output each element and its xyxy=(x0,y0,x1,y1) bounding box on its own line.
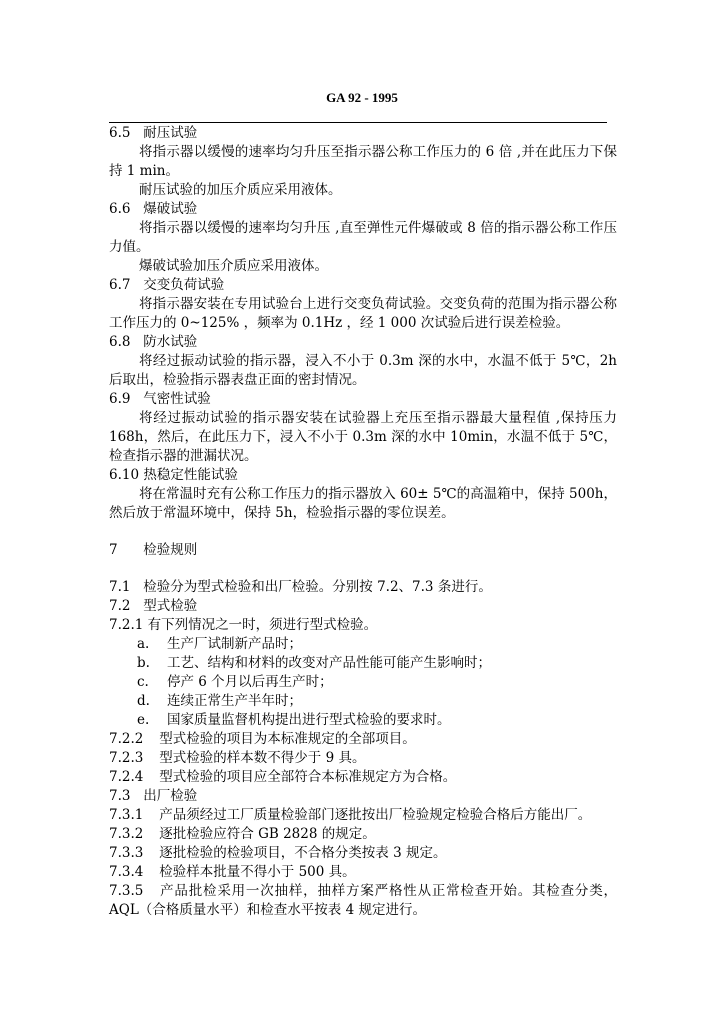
clause-text: 检验分为型式检验和出厂检验。分别按 7.2、7.3 条进行。 xyxy=(143,579,492,595)
clause-line xyxy=(109,730,617,749)
list-label: a. xyxy=(137,636,150,652)
list-text: 国家质量监督机构提出进行型式检验的要求时。 xyxy=(167,712,451,728)
clause-heading xyxy=(109,333,617,352)
clause-title: 防水试验 xyxy=(143,334,198,350)
list-text: 工艺、结构和材料的改变对产品性能可能产生影响时； xyxy=(167,655,491,671)
clause-paragraph: 将经过振动试验的指示器安装在试验器上充压至指示器最大量程值 ,保持压力 168h，然后，在此压力下，浸入不小于 0.3m 深的水中 10min，水温不低于 5℃，检查指示器的泄漏状况。 xyxy=(109,410,617,464)
document-body xyxy=(109,124,617,920)
clause-number: 7.3.4 xyxy=(109,864,144,880)
clause-text: 产品批检采用一次抽样，抽样方案严格性从正常检查开始。其检查分类，AQL（合格质量水平）和检查水平按表 4 规定进行。 xyxy=(109,883,618,918)
chapter-title: 检验规则 xyxy=(143,542,198,558)
standard-header: GA 92 - 1995 xyxy=(326,90,398,105)
clause-number: 7.3.3 xyxy=(109,845,144,861)
list-text: 生产厂试制新产品时； xyxy=(167,636,302,652)
clause-heading xyxy=(109,597,617,616)
list-item xyxy=(109,711,617,730)
clause-heading xyxy=(109,390,617,409)
list-text: 连续正常生产半年时； xyxy=(167,693,302,709)
clause-text: 有下列情况之一时，须进行型式检验。 xyxy=(147,617,378,633)
clause-number: 6.5 xyxy=(109,125,131,141)
list-label: e. xyxy=(137,712,150,728)
clause-title: 热稳定性能试验 xyxy=(143,467,238,483)
clause-text: 检验样本批量不得小于 500 具。 xyxy=(159,864,356,880)
clause-title: 气密性试验 xyxy=(143,391,211,407)
clause-number: 6.8 xyxy=(109,334,131,350)
clause-title: 出厂检验 xyxy=(143,788,198,804)
clause-heading xyxy=(109,466,617,485)
clause-number: 7.2 xyxy=(109,598,131,614)
clause-line xyxy=(109,844,617,863)
clause-line xyxy=(109,616,617,635)
clause-line xyxy=(109,578,617,597)
list-item xyxy=(109,654,617,673)
clause-text: 型式检验的项目应全部符合本标准规定方为合格。 xyxy=(159,769,457,785)
list-text: 停产 6 个月以后再生产时； xyxy=(167,674,333,690)
clause-line xyxy=(109,806,617,825)
clause-number: 7.2.1 xyxy=(109,617,144,633)
list-item xyxy=(109,692,617,711)
list-label: b. xyxy=(137,655,150,671)
clause-line xyxy=(109,863,617,882)
header-divider xyxy=(109,122,607,123)
clause-number: 7.2.2 xyxy=(109,731,144,747)
clause-number: 7.3.2 xyxy=(109,826,144,842)
clause-title: 爆破试验 xyxy=(143,201,198,217)
clause-heading xyxy=(109,124,617,143)
clause-number: 6.7 xyxy=(109,277,131,293)
clause-paragraph: 爆破试验加压介质应采用液体。 xyxy=(139,258,328,274)
clause-line xyxy=(109,768,617,787)
clause-text: 型式检验的项目为本标准规定的全部项目。 xyxy=(159,731,416,747)
chapter-number: 7 xyxy=(109,542,118,558)
clause-paragraph: 将在常温时充有公称工作压力的指示器放入 60± 5℃的高温箱中，保持 500h，然后放于常温环境中，保持 5h，检验指示器的零位误差。 xyxy=(109,486,617,521)
clause-text: 产品须经过工厂质量检验部门逐批按出厂检验规定检验合格后方能出厂。 xyxy=(159,807,592,823)
clause-title: 耐压试验 xyxy=(143,125,198,141)
list-item xyxy=(109,635,617,654)
clause-number: 7.2.3 xyxy=(109,750,144,766)
clause-text: 逐批检验应符合 GB 2828 的规定。 xyxy=(159,826,376,842)
clause-number: 7.3.1 xyxy=(109,807,144,823)
clause-number: 7.3 xyxy=(109,788,131,804)
clause-paragraph: 将指示器以缓慢的速率均匀升压 ,直至弹性元件爆破或 8 倍的指示器公称工作压力值。 xyxy=(109,220,617,255)
clause-number: 7.2.4 xyxy=(109,769,144,785)
clause-title: 交变负荷试验 xyxy=(143,277,225,293)
clause-line xyxy=(109,749,617,768)
clause-line xyxy=(109,882,617,920)
clause-heading xyxy=(109,276,617,295)
clause-line xyxy=(109,825,617,844)
clause-paragraph: 将指示器以缓慢的速率均匀升压至指示器公称工作压力的 6 倍 ,并在此压力下保持 1 min。 xyxy=(109,144,617,179)
clause-number: 6.9 xyxy=(109,391,131,407)
clause-number: 6.10 xyxy=(109,467,140,483)
clause-number: 6.6 xyxy=(109,201,131,217)
clause-paragraph: 将指示器安装在专用试验台上进行交变负荷试验。交变负荷的范围为指示器公称工作压力的 0~125% ，频率为 0.1Hz ，经 1 000 次试验后进行误差检验。 xyxy=(109,296,617,331)
list-label: c. xyxy=(137,674,149,690)
clause-heading xyxy=(109,200,617,219)
chapter-heading xyxy=(109,541,617,560)
clause-text: 逐批检验的检验项目，不合格分类按表 3 规定。 xyxy=(159,845,447,861)
clause-text: 型式检验的样本数不得少于 9 具。 xyxy=(159,750,366,766)
clause-title: 型式检验 xyxy=(143,598,198,614)
clause-paragraph: 将经过振动试验的指示器，浸入不小于 0.3m 深的水中，水温不低于 5℃，2h 后取出，检验指示器表盘正面的密封情况。 xyxy=(109,353,617,388)
clause-heading xyxy=(109,787,617,806)
list-item xyxy=(109,673,617,692)
clause-number: 7.1 xyxy=(109,579,131,595)
list-label: d. xyxy=(137,693,150,709)
clause-number: 7.3.5 xyxy=(109,883,144,899)
clause-paragraph: 耐压试验的加压介质应采用液体。 xyxy=(139,182,342,198)
